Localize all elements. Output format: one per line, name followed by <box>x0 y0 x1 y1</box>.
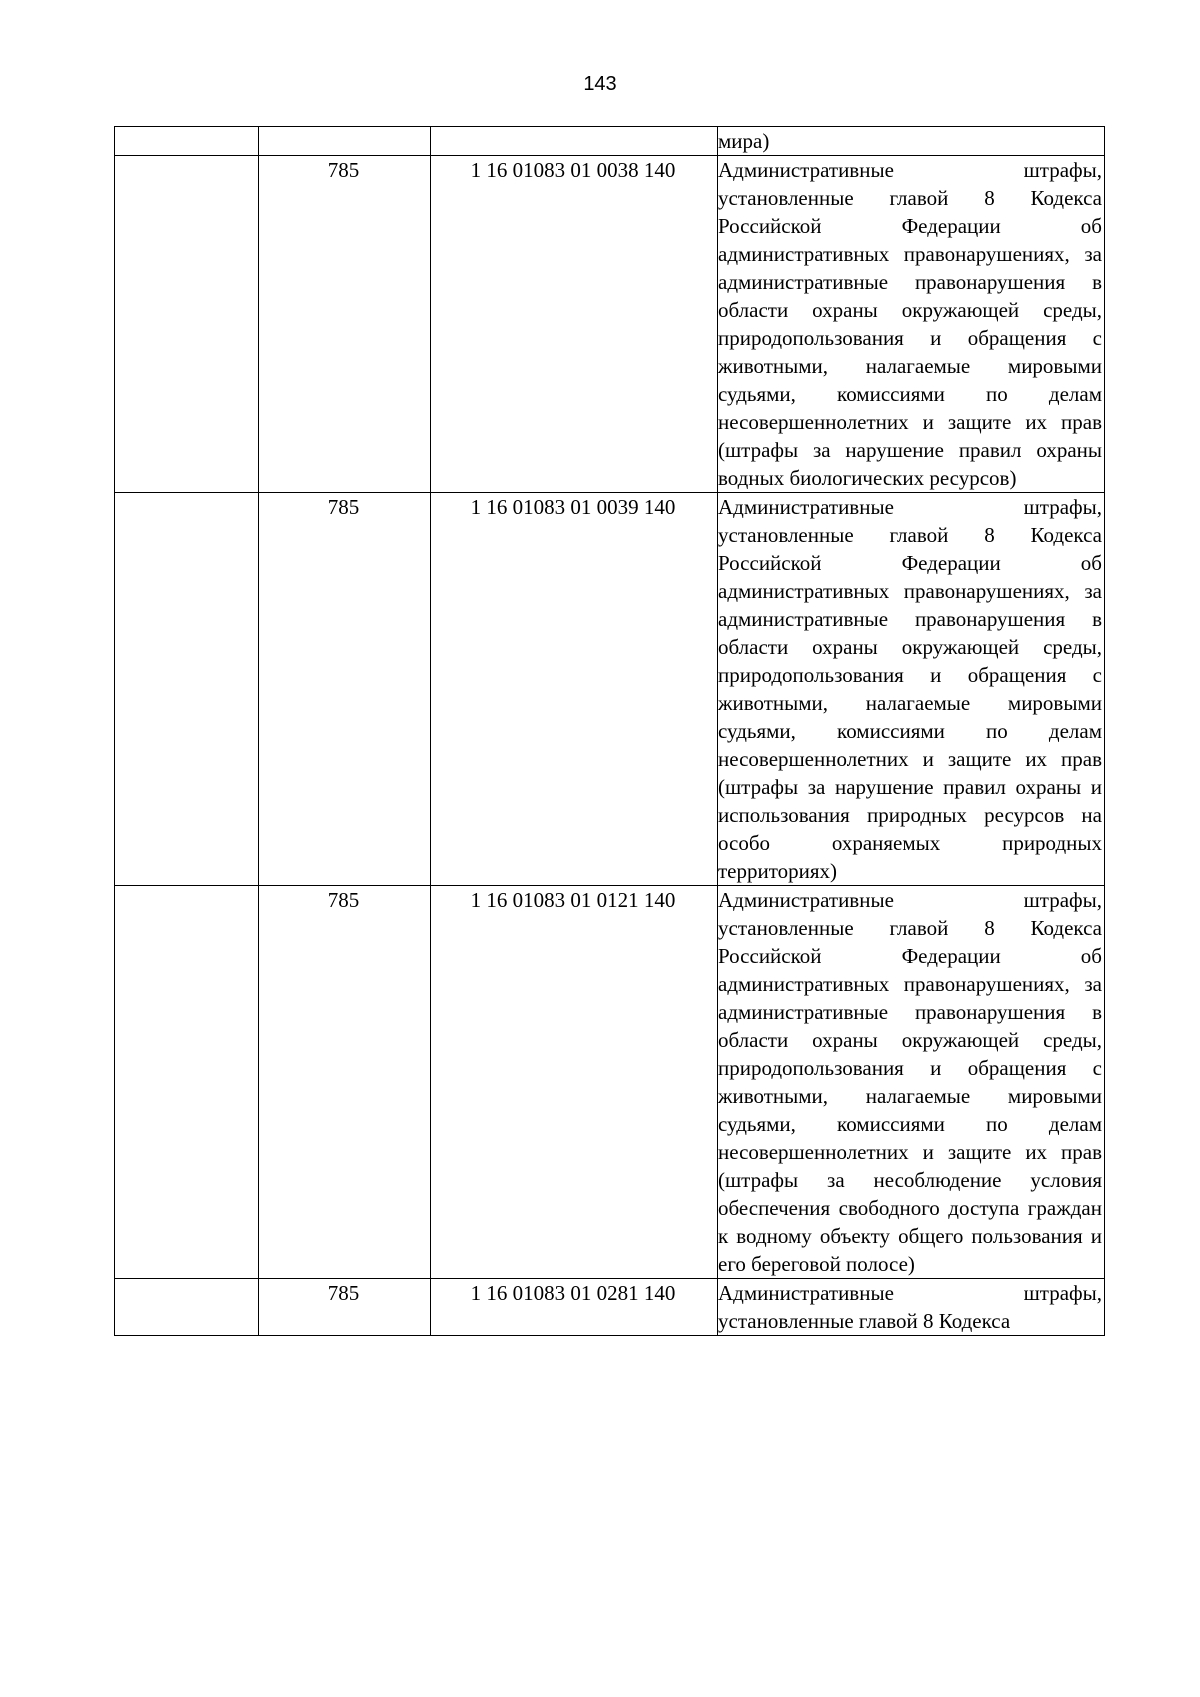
table-row <box>115 127 1105 156</box>
table-row <box>115 156 1105 493</box>
admin-code-cell: 785 <box>259 156 431 493</box>
revenue-name-cell: мира) <box>718 127 1105 156</box>
revenue-name-cell: Административные штрафы, установленные главой 8 Кодекса Российской Федерации об административных правонарушениях, за административные правонарушения в области охраны окружающей среды, природопользования и обращения с животными, налагаемые мировыми судьями, комиссиями по делам несовершеннолетних и защите их прав (штрафы за нарушение правил охраны водных биологических ресурсов) <box>718 156 1105 493</box>
table-row <box>115 886 1105 1279</box>
row-number-cell <box>115 1279 259 1336</box>
admin-code-cell: 785 <box>259 1279 431 1336</box>
revenue-name-cell: Административные штрафы, установленные главой 8 Кодекса Российской Федерации об административных правонарушениях, за административные правонарушения в области охраны окружающей среды, природопользования и обращения с животными, налагаемые мировыми судьями, комиссиями по делам несовершеннолетних и защите их прав (штрафы за несоблюдение условия обеспечения свободного доступа граждан к водному объекту общего пользования и его береговой полосе) <box>718 886 1105 1279</box>
row-number-cell <box>115 127 259 156</box>
table-row <box>115 493 1105 886</box>
kbk-code-cell: 1 16 01083 01 0038 140 <box>431 156 718 493</box>
page-number: 143 <box>583 73 617 95</box>
admin-code-cell: 785 <box>259 886 431 1279</box>
kbk-code-cell: 1 16 01083 01 0281 140 <box>431 1279 718 1336</box>
row-number-cell <box>115 493 259 886</box>
revenue-name-cell: Административные штрафы, установленные главой 8 Кодекса Российской Федерации об административных правонарушениях, за административные правонарушения в области охраны окружающей среды, природопользования и обращения с животными, налагаемые мировыми судьями, комиссиями по делам несовершеннолетних и защите их прав (штрафы за нарушение правил охраны и использования природных ресурсов на особо охраняемых природных территориях) <box>718 493 1105 886</box>
kbk-code-cell <box>431 127 718 156</box>
kbk-code-cell: 1 16 01083 01 0121 140 <box>431 886 718 1279</box>
revenue-codes-table <box>114 126 1105 1336</box>
row-number-cell <box>115 156 259 493</box>
revenue-name-cell: Административные штрафы, установленные главой 8 Кодекса <box>718 1279 1105 1336</box>
admin-code-cell <box>259 127 431 156</box>
kbk-code-cell: 1 16 01083 01 0039 140 <box>431 493 718 886</box>
admin-code-cell: 785 <box>259 493 431 886</box>
row-number-cell <box>115 886 259 1279</box>
table-row <box>115 1279 1105 1336</box>
